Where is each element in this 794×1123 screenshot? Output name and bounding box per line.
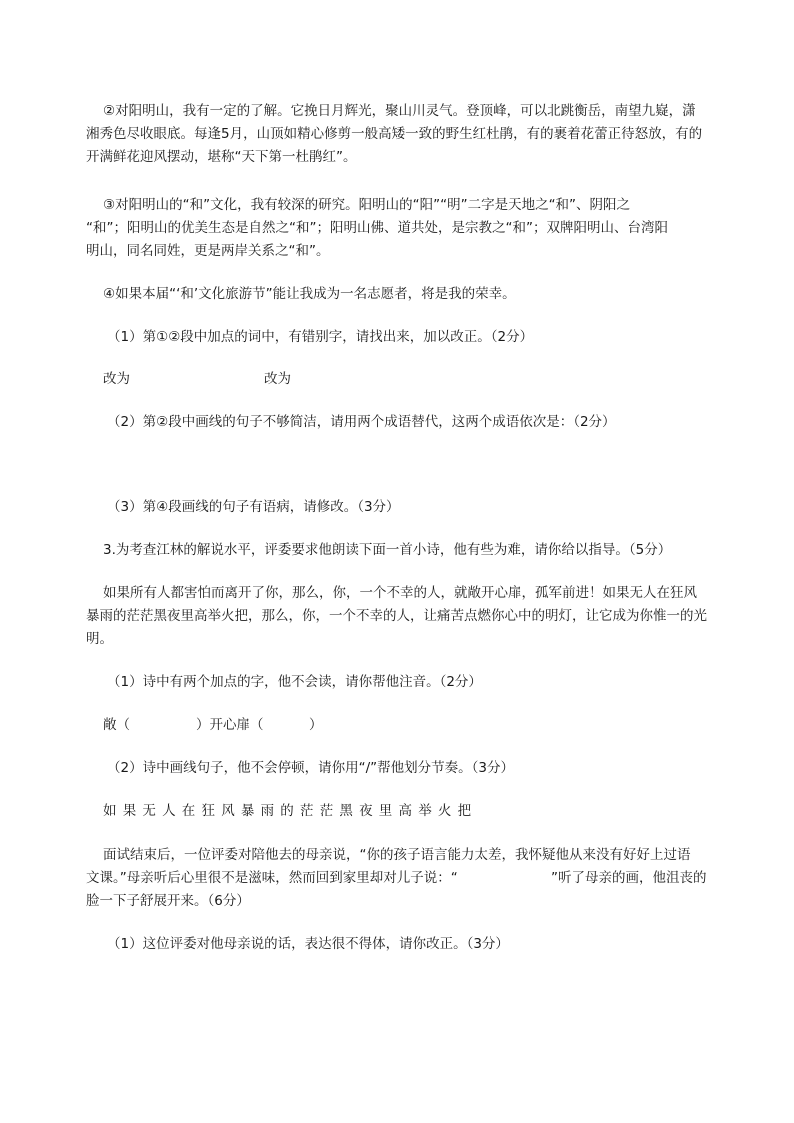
pinyin-blank-2-open: ）开心扉（ [196,717,264,733]
question-3-1: （1）诗中有两个加点的字，他不会读，请你帮他注音。（2分） [107,674,482,690]
paragraph-4: ④如果本届“‘和’文化旅游节”能让我成为一名志愿者，将是我的荣幸。 [103,286,516,302]
paragraph-3-line-3: 明山，同名同姓，更是两岸关系之“和”。 [86,243,330,259]
question-4-line-2-end: ”听了母亲的画，他沮丧的 [551,870,707,886]
question-4-line-3: 脸一下子舒展开来。（6分） [86,893,250,909]
paragraph-2-line-2: 湘秀色尽收眼底。每逢5月，山顶如精心修剪一般高矮一致的野生红杜鹃，有的裹着花蕾正待怒放，有的 [86,126,703,142]
paragraph-3-line-1: ③对阳明山的“和”文化，我有较深的研究。阳明山的“阳”“明”二字是天地之“和”、阴阳之 [103,197,631,213]
paragraph-2-line-3: 开满鲜花迎风摆动，堪称“天下第一杜鹃红”。 [86,149,357,165]
question-3-2: （2）诗中画线句子，他不会停顿，请你用“/”帮他划分节奏。（3分） [107,760,514,776]
question-2-1: （1）第①②段中加点的词中，有错别字，请找出来，加以改正。（2分） [107,329,534,345]
answer-change-label-1: 改为 [103,371,130,387]
question-3: 3.为考查江林的解说水平，评委要求他朗读下面一首小诗，他有些为难，请你给以指导。（5分） [103,542,672,558]
poem-line-3: 明。 [86,631,113,647]
question-4-1: （1）这位评委对他母亲说的话，表达很不得体，请你改正。（3分） [107,936,509,952]
poem-line-1: 如果所有人都害怕而离开了你，那么，你，一个不幸的人，就敞开心扉，孤军前进！如果无人在狂风 [103,585,697,601]
paragraph-3-line-2: “和”；阳明山的优美生态是自然之“和”；阳明山佛、道共处，是宗教之“和”；双牌阳明山、台湾阳 [86,220,668,236]
poem-line-2: 暴雨的茫茫黑夜里高举火把，那么，你，一个不幸的人，让痛苦点燃你心中的明灯，让它成为你惟一的光 [86,608,707,624]
question-4-line-1: 面试结束后，一位评委对陪他去的母亲说，“你的孩子语言能力太差，我怀疑他从来没有好好上过语 [103,847,691,863]
paragraph-2-line-1: ②对阳明山，我有一定的了解。它挽日月辉光，聚山川灵气。登顶峰，可以北跳衡岳，南望九嶷，潇 [103,103,696,119]
answer-change-label-2: 改为 [264,371,291,387]
pinyin-blank-1-open: 敞（ [103,717,130,733]
question-2-2: （2）第②段中画线的句子不够简洁，请用两个成语替代，这两个成语依次是：（2分） [107,414,616,430]
rhythm-line: 如果无人在狂风暴雨的茫茫黑夜里高举火把 [103,803,478,819]
pinyin-blank-close: ） [309,717,323,733]
question-4-line-2-start: 文课。”母亲听后心里很不是滋味，然而回到家里却对儿子说：“ [86,870,458,886]
question-2-3: （3）第④段画线的句子有语病，请修改。（3分） [107,499,400,515]
